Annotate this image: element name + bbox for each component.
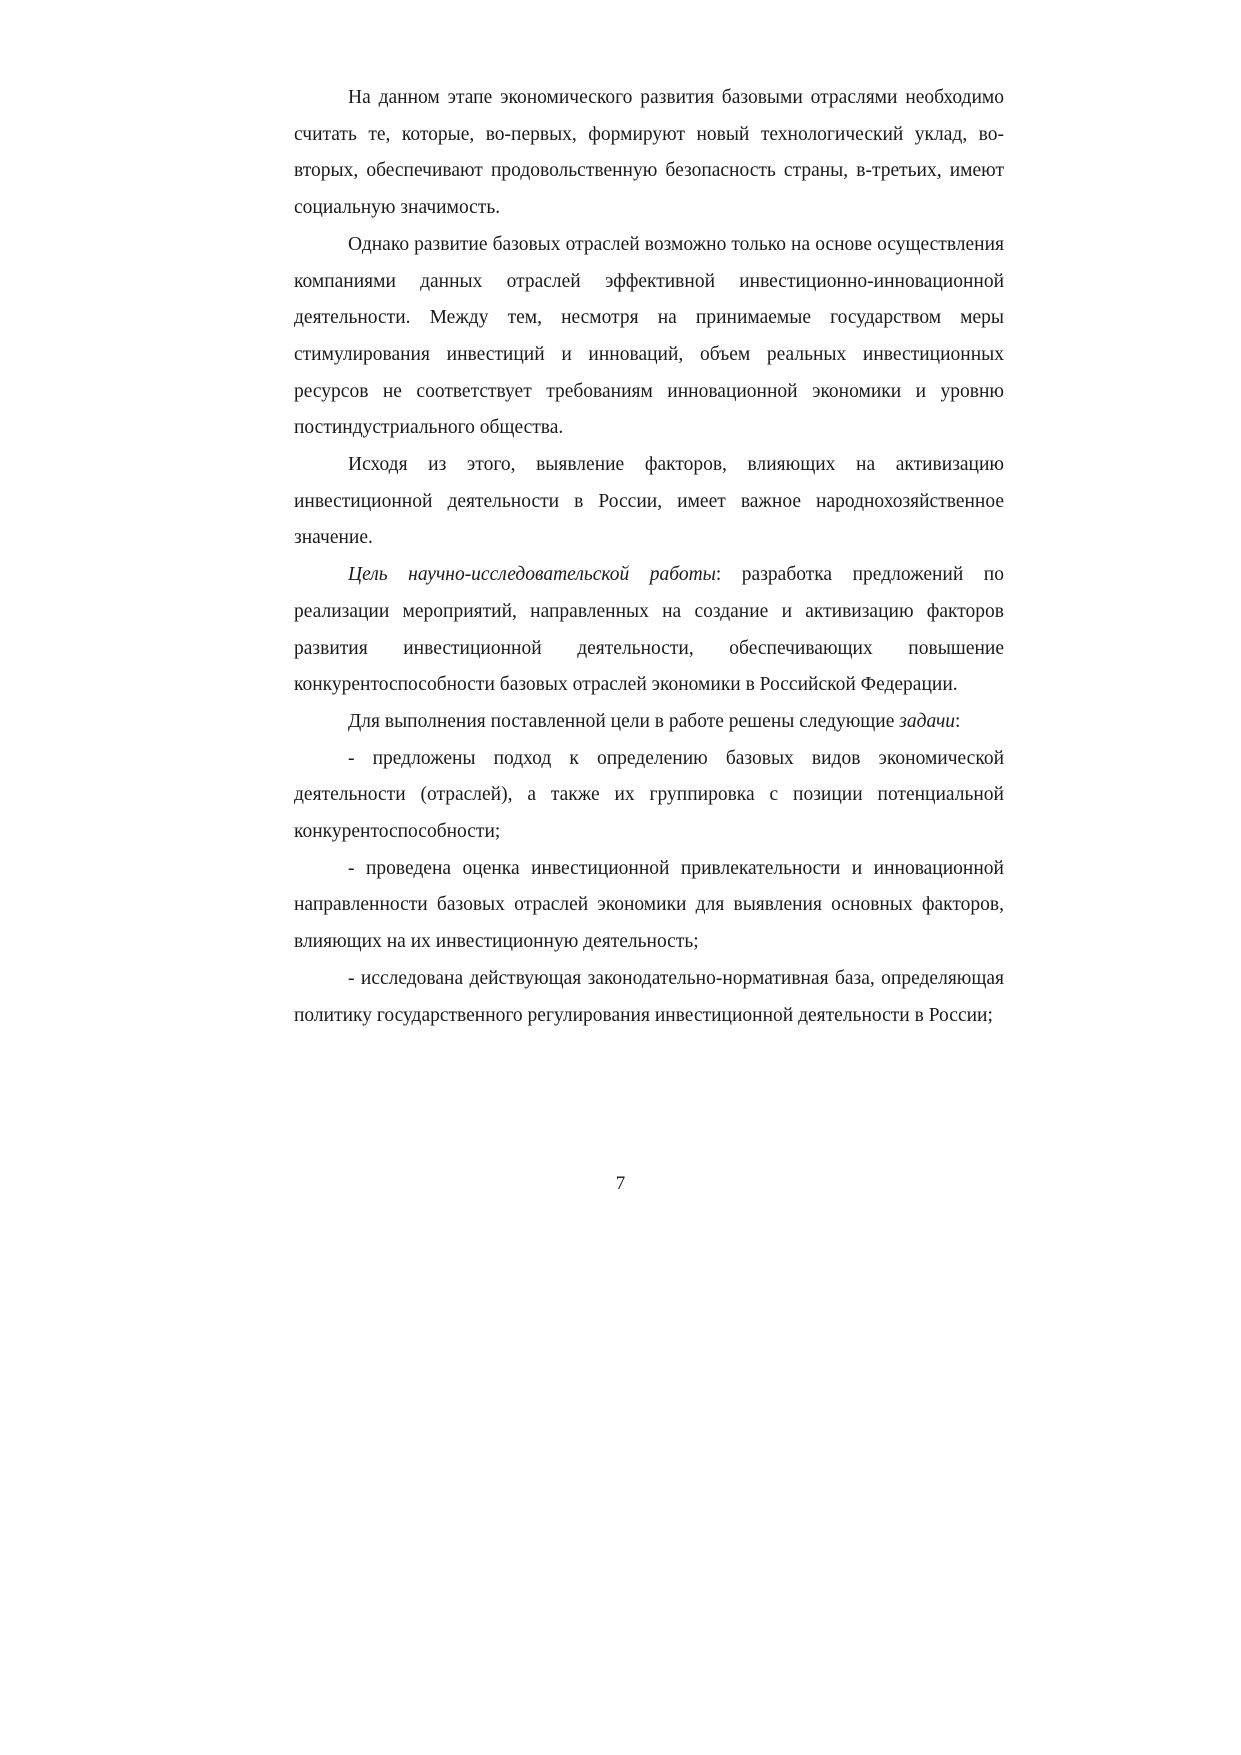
paragraph-factors-significance: Исходя из этого, выявление факторов, влияющих на активизацию инвестиционной деятельности в России, имеет важное народнохозяйственное значение. xyxy=(294,454,1004,549)
research-goal-text: : разработка предложений по реализации мероприятий, направленных на создание и активизацию факторов развития инвестиционной деятельности, обеспечивающих повышение конкурентоспособности базовых отраслей экономики в Российской Федерации. xyxy=(294,564,1004,696)
tasks-label: задачи xyxy=(899,710,956,732)
tasks-colon: : xyxy=(955,710,961,732)
list-item-task-approach: - предложены подход к определению базовых видов экономической деятельности (отраслей), а также их группировка с позиции потенциальной конкурентоспособности; xyxy=(294,747,1004,843)
list-item-task-legislation: - исследована действующая законодательно-нормативная база, определяющая политику государственного регулирования инвестиционной деятельности в России; xyxy=(294,967,1004,1026)
paragraph-investment-activity: Однако развитие базовых отраслей возможно только на основе осуществления компаниями данных отраслей эффективной инвестиционно-инновационной деятельности. Между тем, несмотря на принимаемые государством меры стимулирования инвестиций и инноваций, объем реальных инвестиционных ресурсов не соответствует требованиям инновационной экономики и уровню постиндустриального общества. xyxy=(294,233,1004,439)
paragraph-tasks-intro xyxy=(294,704,1004,741)
body-text xyxy=(294,80,1004,1034)
tasks-intro-text: Для выполнения поставленной цели в работе решены следующие xyxy=(348,710,900,732)
research-goal-label: Цель научно-исследовательской работы xyxy=(348,564,716,586)
list-item-task-assessment: - проведена оценка инвестиционной привлекательности и инновационной направленности базовых отраслей экономики для выявления основных факторов, влияющих на их инвестиционную деятельность; xyxy=(294,857,1004,953)
paragraph-basic-industries: На данном этапе экономического развития базовыми отраслями необходимо считать те, которые, во-первых, формируют новый технологический уклад, во-вторых, обеспечивают продовольственную безопасность страны, в-третьих, имеют социальную значимость. xyxy=(294,87,1004,219)
page-number: 7 xyxy=(615,1173,626,1194)
paragraph-research-goal xyxy=(294,557,1004,704)
